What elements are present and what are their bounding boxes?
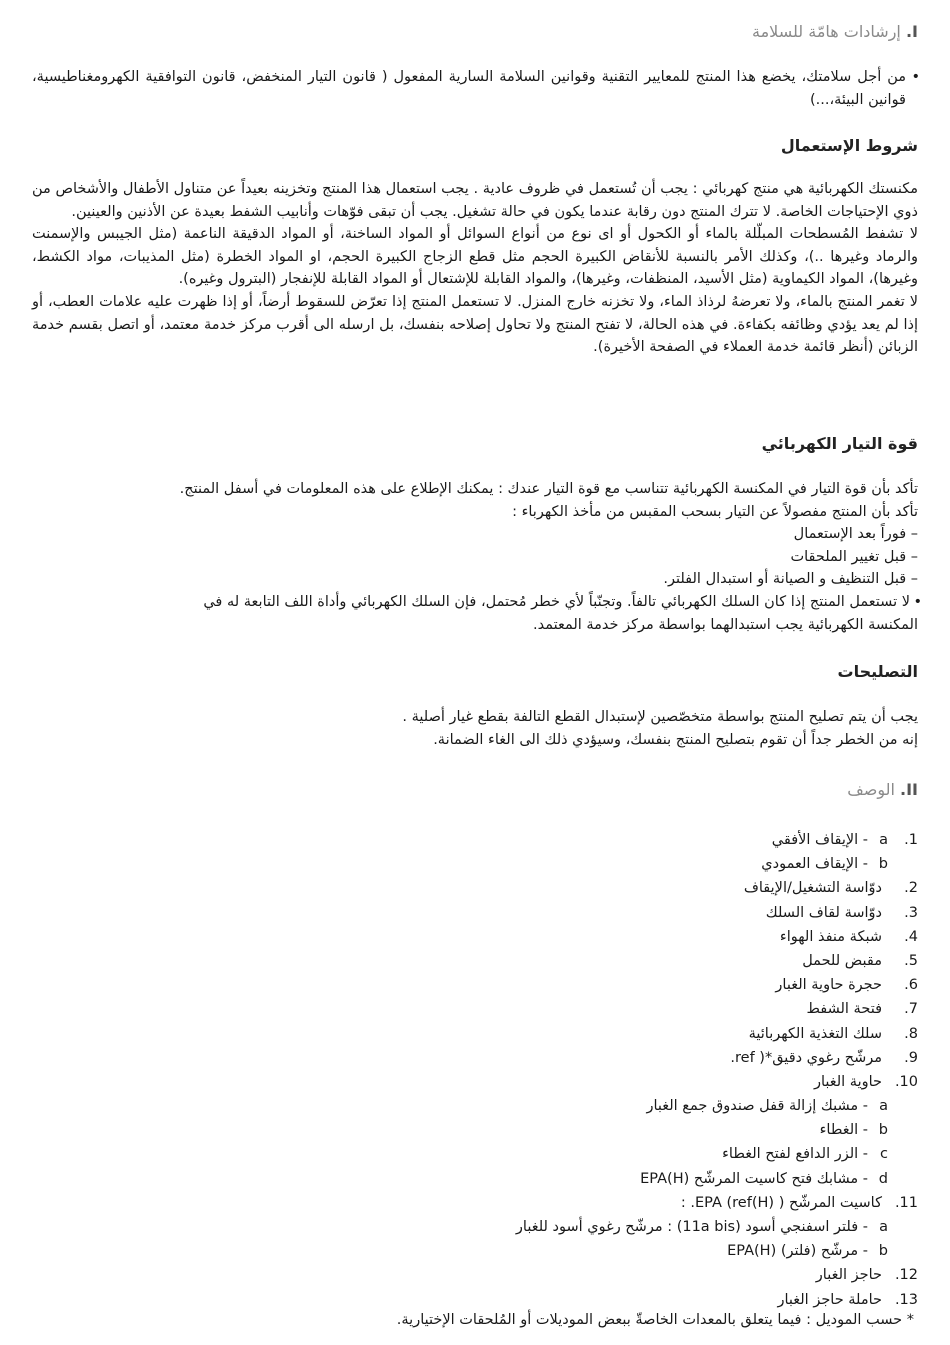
item-text: - فلتر اسفنجي أسود (11a bis) : مرشّح رغوي أسود للغبار	[515, 1219, 868, 1235]
description-item	[358, 1142, 918, 1166]
item-text: - الإيقاف العمودي	[761, 856, 868, 873]
power-bullet-cont: المكنسة الكهربائية يجب استبدالهما بواسطة مركز خدمة المعتمد.	[532, 616, 918, 633]
dash-item: – قبل تغيير الملحقات	[790, 548, 918, 565]
item-number: 7.	[904, 1001, 918, 1018]
item-text: شبكة منفذ الهواء	[779, 928, 882, 945]
power-heading: قوة التيار الكهربائي	[761, 434, 918, 453]
power-line: تأكد بأن قوة التيار في المكنسة الكهربائية تتناسب مع قوة التيار عندك : يمكنك الإطلاع على هذه المعلومات في أسفل المنتج.	[179, 481, 918, 497]
item-number: 4.	[904, 928, 918, 945]
description-item	[358, 973, 918, 997]
description-item	[358, 1118, 918, 1142]
usage-paragraph: لا تشفط المُسطحات المبلّلة بالماء أو الكحول أو اى نوع من أنواع السوائل أو المواد الساخنة، أو المواد الدقيقة الناعمة (مثل الجيبس والإسمنت والرماد وغيرها ..)، وكذلك الأمر بالنسبة للأنقاض الكبيرة الحجم مثل قطع الزجاج الكبيرة الحجم، او المواد الخطرة (مثل المذيبات، مواد الكشط، وغيرها)، المواد الكيماوية (مثل الأسيد، المنظفات، وغيرها)، والمواد القابلة للإشتعال أو المواد القابلة للإنفجار (البترول وغيره).	[32, 226, 918, 288]
section-title-text: الوصف	[847, 780, 895, 799]
bullet-text: من أجل سلامتك، يخضع هذا المنتج للمعايير التقنية وقوانين السلامة السارية المفعول ( قانون التيار المنخفض، قانون التوافقية الكهرومغناطيسية، قوانين البيئة،...)	[32, 69, 906, 108]
bullet-dot: •	[911, 69, 920, 85]
description-item	[358, 852, 918, 876]
usage-paragraph: مكنستك الكهربائية هي منتج كهربائي : يجب أن تُستعمل في ظروف عادية . يجب استعمال هذا المنتج وتخزينه بعيداً عن متناول الأطفال والأشخاص من ذوي الإحتياجات الخاصة. لا تترك المنتج دون رقابة عندما يكون في حالة تشغيل. يجب أن تبقى فوّهات وأنابيب الشفط بعيدة عن الأذنين والعينين.	[32, 181, 918, 220]
description-item	[358, 925, 918, 949]
item-sub-letter: d	[878, 1170, 888, 1187]
item-text: فتحة الشفط	[806, 1001, 882, 1018]
safety-bullet	[32, 66, 920, 111]
item-number: 8.	[904, 1025, 918, 1042]
description-item	[358, 1046, 918, 1070]
description-item	[358, 1215, 918, 1239]
description-item	[358, 901, 918, 925]
item-text: كاسيت المرشّح ( (H)EPA (ref. :	[680, 1194, 882, 1211]
item-number: 1.	[904, 832, 918, 848]
item-number: 3.	[904, 904, 918, 921]
section-title-text: إرشادات هامّة للسلامة	[752, 22, 901, 41]
item-number: 10.	[894, 1073, 918, 1090]
item-text: مرشّح رغوي دقيق*( ref.	[730, 1049, 882, 1066]
section-number: I.	[905, 22, 918, 41]
item-sub-letter: a	[879, 832, 888, 848]
item-number: 9.	[904, 1049, 918, 1066]
description-item	[358, 949, 918, 973]
repairs-body	[32, 706, 918, 751]
section-2-title	[32, 780, 918, 799]
bullet-dot: •	[913, 593, 922, 610]
item-text: دوّاسة لقاف السلك	[765, 904, 882, 921]
item-text: سلك التغذية الكهربائية	[748, 1025, 882, 1042]
item-sub-letter: a	[879, 1098, 888, 1115]
item-text: حجرة حاوية الغبار	[775, 977, 882, 994]
description-item	[358, 828, 918, 852]
description-item	[358, 1239, 918, 1263]
item-number: 12.	[894, 1267, 918, 1284]
power-bullet	[32, 591, 922, 614]
item-number: 2.	[904, 880, 918, 897]
usage-heading: شروط الإستعمال	[780, 136, 918, 155]
item-text: دوّاسة التشغيل/الإيقاف	[743, 880, 882, 897]
description-item	[358, 997, 918, 1021]
section-1-title	[32, 22, 918, 41]
item-text: حاجز الغبار	[815, 1267, 882, 1284]
description-item	[358, 1263, 918, 1287]
usage-paragraph: لا تغمر المنتج بالماء، ولا تعرضهُ لرذاذ الماء، ولا تخزنه خارج المنزل. لا تستعمل المنتج إذا تعرّض للسقوط أرضاً، أو إذا ظهرت عليه علامات العطب، أو إذا لم يعد يؤدي وظائفه بكفاءة. في هذه الحالة، لا تفتح المنتج ولا تحاول إصلاحه بنفسك، بل ارسله الى أقرب مركز خدمة معتمد، أو اتصل بقسم خدمة الزبائن (أنظر قائمة خدمة العملاء في الصفحة الأخيرة).	[32, 293, 918, 356]
item-sub-letter: c	[880, 1146, 888, 1163]
item-text: - مشبك إزالة قفل صندوق جمع الغبار	[646, 1098, 868, 1115]
item-sub-letter: b	[878, 856, 888, 873]
usage-body	[32, 178, 918, 359]
description-item	[358, 1191, 918, 1215]
item-text: مقبض للحمل	[802, 952, 882, 969]
description-list	[358, 828, 918, 1312]
repairs-line: إنه من الخطر جداً أن تقوم بتصليح المنتج بنفسك، وسيؤدي ذلك الى الغاء الضمانة.	[433, 731, 918, 748]
bullet-text: لا تستعمل المنتج إذا كان السلك الكهربائي تالفاً. وتجنّباً لأي خطر مُحتمل، فإن السلك الكهربائي وأداة اللف التابعة له في	[203, 593, 910, 610]
item-sub-letter: b	[878, 1243, 888, 1260]
power-line: تأكد بأن المنتج مفصولاً عن التيار بسحب المقبس من مأخذ الكهرباء :	[512, 503, 918, 520]
item-text: - الزر الدافع لفتح الغطاء	[722, 1146, 868, 1163]
section-number: II.	[900, 780, 918, 799]
dash-item: – فوراً بعد الإستعمال	[793, 526, 918, 543]
description-item	[358, 876, 918, 900]
description-item	[358, 1022, 918, 1046]
repairs-heading: التصليحات	[837, 662, 918, 681]
power-body	[32, 478, 922, 636]
description-item	[358, 1070, 918, 1094]
item-text: حاملة حاجز الغبار	[777, 1291, 882, 1308]
description-item	[358, 1094, 918, 1118]
item-sub-letter: a	[879, 1219, 888, 1235]
item-text: - الإيقاف الأفقي	[771, 832, 868, 848]
item-number: 6.	[904, 977, 918, 994]
item-number: 5.	[904, 952, 918, 969]
item-number: 13.	[894, 1291, 918, 1308]
item-number: 11.	[894, 1194, 918, 1211]
dash-item: – قبل التنظيف و الصيانة أو استبدال الفلتر.	[663, 571, 918, 588]
item-text: - مشابك فتح كاسيت المرشّح (H)EPA	[640, 1170, 868, 1187]
repairs-line: يجب أن يتم تصليح المنتج بواسطة متخصّصين لإستبدال القطع التالفة بقطع غيار أصلية .	[402, 709, 918, 725]
item-text: - مرشّح (فلتر) (H)EPA	[727, 1243, 868, 1260]
item-text: حاوية الغبار	[813, 1073, 882, 1090]
item-text: - الغطاء	[819, 1122, 868, 1139]
footnote: * حسب الموديل : فيما يتعلق بالمعدات الخاصةّ ببعض الموديلات أو المُلحقات الإختيارية.	[396, 1312, 914, 1328]
item-sub-letter: b	[878, 1122, 888, 1139]
description-item	[358, 1167, 918, 1191]
